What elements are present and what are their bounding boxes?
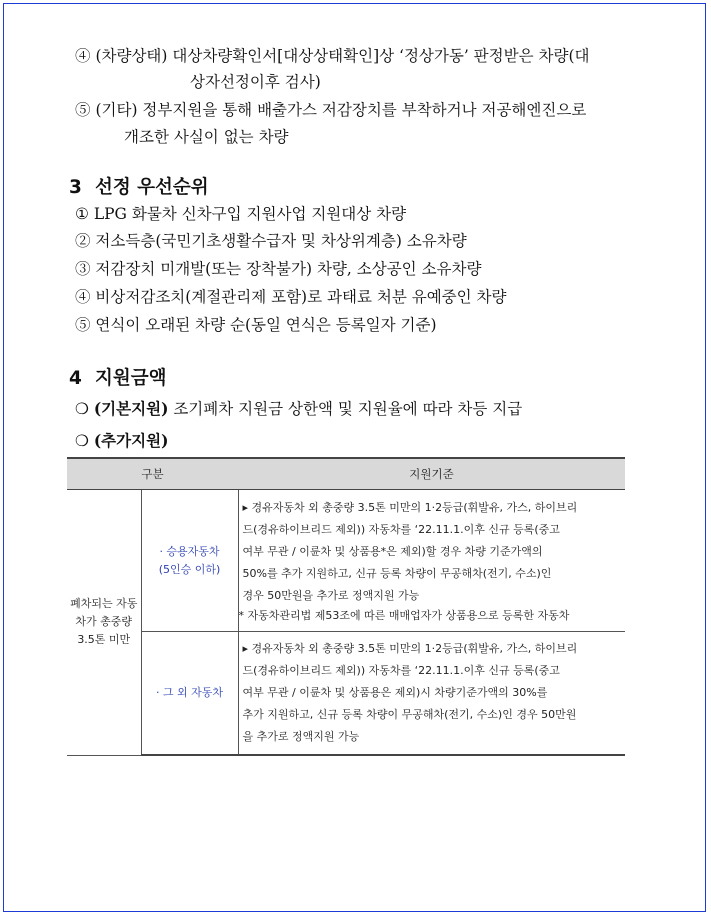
criteria-line: 추가 지원하고, 신규 등록 차량이 무공해차(전기, 수소)인 경우 50만원 <box>242 708 577 721</box>
vehicle-type-detail: (5인승 이하) <box>158 562 221 576</box>
priority-item-2: ② 저소득층(국민기초생활수급자 및 차상위계층) 소유차량 <box>75 232 467 250</box>
criteria-line: 여부 무관 / 이륜차 및 상품용은 제외)시 차량기준가액의 30%를 <box>242 686 548 699</box>
criteria-line: ▸ 경유자동차 외 총중량 3.5톤 미만의 1·2등급(휘발유, 가스, 하이브리 <box>242 500 578 514</box>
table-row <box>67 632 625 756</box>
item-number: ⑤ <box>75 101 91 119</box>
vehicle-type: · 그 외 자동차 <box>155 686 224 699</box>
vehicle-type-cell <box>141 490 238 632</box>
criteria-footnote: * 자동차관리법 제53조에 따른 매매업자가 상품용으로 등록한 자동차 <box>238 608 570 622</box>
table-row <box>67 490 625 632</box>
criteria-line: 50%를 추가 지원하고, 신규 등록 차량이 무공해차(전기, 수소)인 <box>242 566 552 580</box>
header-criteria: 지원기준 <box>238 458 625 490</box>
eligibility-item-5-cont: 개조한 사실이 없는 차량 <box>124 128 289 146</box>
header-category: 구분 <box>67 458 238 490</box>
group-label: 폐차되는 자동차가 총중량 3.5톤 미만 <box>67 490 141 756</box>
basic-support-text: 조기폐차 지원금 상한액 및 지원율에 따라 차등 지급 <box>168 400 523 418</box>
table-header-row <box>67 458 625 490</box>
circle-bullet-icon: ❍ <box>75 432 89 450</box>
eligibility-item-5 <box>75 100 586 120</box>
criteria-line: 드(경유하이브리드 제외)) 자동차를 ‘22.11.1.이후 신규 등록(중고 <box>242 522 560 536</box>
vehicle-type: · 승용자동차 <box>159 544 220 558</box>
item-text: (기타) 정부지원을 통해 배출가스 저감장치를 부착하거나 저공해엔진으로 <box>95 101 587 119</box>
eligibility-item-4 <box>75 46 589 66</box>
vehicle-type-cell <box>141 632 238 756</box>
priority-item-3: ③ 저감장치 미개발(또는 장착불가) 차량, 소상공인 소유차량 <box>75 260 482 278</box>
section-title: 지원금액 <box>95 368 167 389</box>
priority-item-1: ① LPG 화물차 신차구입 지원사업 지원대상 차량 <box>75 205 407 223</box>
criteria-cell <box>238 632 625 756</box>
basic-support <box>75 397 522 419</box>
additional-support <box>75 429 168 451</box>
circle-bullet-icon: ❍ <box>75 400 89 418</box>
item-number: ④ <box>75 47 91 65</box>
section-title: 선정 우선순위 <box>95 177 209 198</box>
criteria-line: 을 추가로 정액지원 가능 <box>242 730 360 743</box>
criteria-line: 여부 무관 / 이륜차 및 상품용*은 제외)할 경우 차량 기준가액의 <box>242 544 543 558</box>
basic-support-label: (기본지원) <box>93 399 169 418</box>
priority-item-5: ⑤ 연식이 오래된 차량 순(동일 연식은 등록일자 기준) <box>75 316 437 334</box>
section-number: 4 <box>69 368 82 389</box>
support-criteria-table <box>67 457 625 756</box>
additional-support-label: (추가지원) <box>93 431 169 450</box>
criteria-line: ▸ 경유자동차 외 총중량 3.5톤 미만의 1·2등급(휘발유, 가스, 하이브리 <box>242 642 578 655</box>
item-text: (차량상태) 대상차량확인서[대상상태확인]상 ‘정상가동’ 판정받은 차량(대 <box>95 47 590 65</box>
priority-item-4: ④ 비상저감조치(계절관리제 포함)로 과태료 처분 유예중인 차량 <box>75 288 507 306</box>
section-3-heading <box>69 173 209 199</box>
eligibility-item-4-cont: 상자선정이후 검사) <box>190 73 321 91</box>
criteria-line: 경우 50만원을 추가로 정액지원 가능 <box>242 588 420 602</box>
criteria-cell <box>238 490 625 632</box>
section-number: 3 <box>69 177 82 198</box>
criteria-line: 드(경유하이브리드 제외)) 자동차를 ‘22.11.1.이후 신규 등록(중고 <box>242 664 560 677</box>
section-4-heading <box>69 364 166 390</box>
